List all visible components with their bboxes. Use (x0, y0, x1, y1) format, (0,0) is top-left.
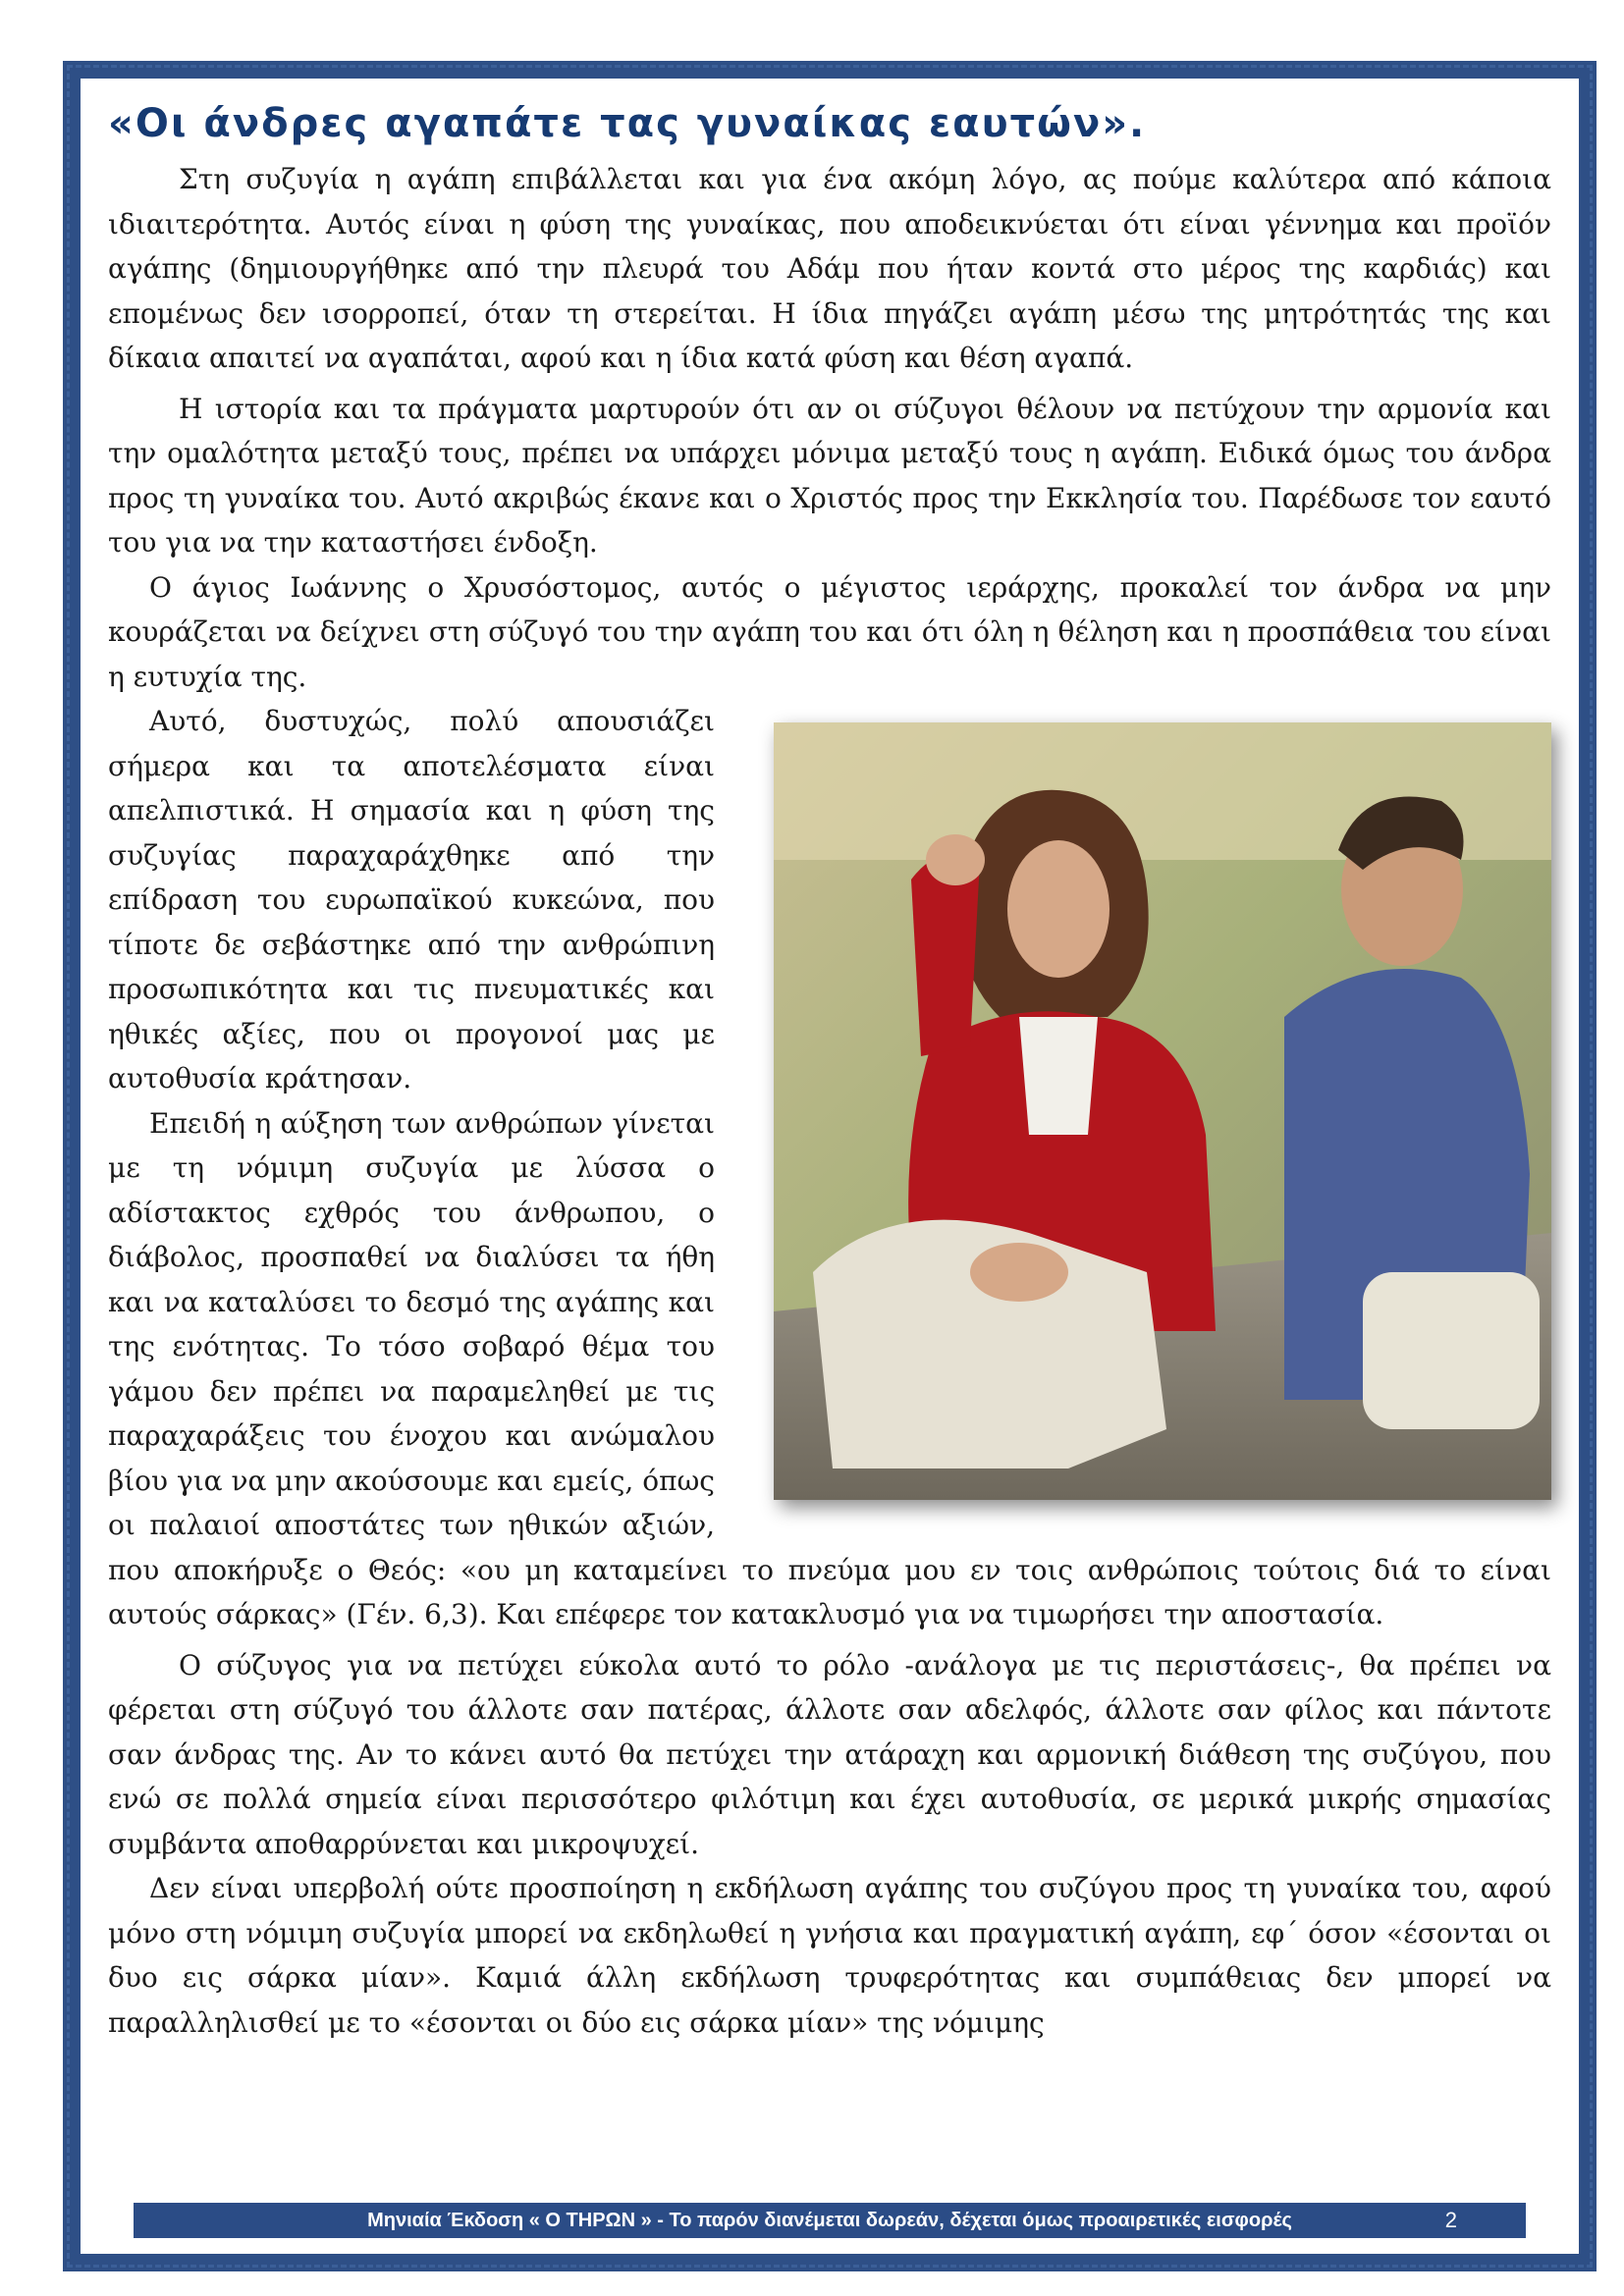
footer-text: Μηνιαία Έκδοση « Ο ΤΗΡΩΝ » - Το παρόν διανέμεται δωρεάν, δέχεται όμως προαιρετικές εισφορές (367, 2210, 1292, 2231)
paragraph-1: Στη συζυγία η αγάπη επιβάλλεται και για ένα ακόμη λόγο, ας πούμε καλύτερα από κάποια ιδιαιτερότητα. Αυτός είναι η φύση της γυναίκας, που αποδεικνύεται ότι είναι γέννημα και προϊόν αγάπης (δημιουργήθηκε από την πλευρά του Αδάμ που ήταν κοντά στο μέρος της καρδιάς) και επομένως δεν ισορροπεί, όταν τη στερείται. Η ίδια πηγάζει αγάπη μέσω της μητρότητάς της και δίκαια απαιτεί να αγαπάται, αφού και η ίδια κατά φύση και θέση αγαπά. (108, 163, 1551, 374)
page-footer (134, 2203, 1526, 2238)
paragraph-6: Ο σύζυγος για να πετύχει εύκολα αυτό το ρόλο -ανάλογα με τις περιστάσεις-, θα πρέπει να φέρεται στη σύζυγό του άλλοτε σαν πατέρας, άλλοτε σαν αδελφός, άλλοτε σαν φίλος και πάντοτε σαν άνδρας της. Αν το κάνει αυτό θα πετύχει την ατάραχη και αρμονική διάθεση της συζύγου, που ενώ σε πολλά σημεία είναι περισσότερο φιλότιμη και έχει αυτοθυσία, σε μερικά μικρής σημασίας συμβάντα αποθαρρύνεται και μικροψυχεί. (108, 1648, 1551, 1860)
page-content (108, 90, 1551, 2254)
paragraph-2: Η ιστορία και τα πράγματα μαρτυρούν ότι αν οι σύζυγοι θέλουν να πετύχουν την αρμονία και την ομαλότητα μεταξύ τους, πρέπει να υπάρχει μόνιμα μεταξύ τους η αγάπη. Ειδικά όμως του άνδρα προς τη γυναίκα του. Αυτό ακριβώς έκανε και ο Χριστός προς την Εκκλησία του. Παρέδωσε τον εαυτό του για να την καταστήσει ένδοξη. (108, 392, 1551, 559)
paragraph-4: Αυτό, δυστυχώς, πολύ απουσιάζει σήμερα και τα αποτελέσματα είναι απελπιστικά. Η σημασία και η φύση της συζυγίας παραχαράχθηκε από την επίδραση του ευρωπαϊκού κυκεώνα, που τίποτε δε σεβάστηκε από την ανθρώπινη προσωπικότητα και τις πνευματικές και ηθικές αξίες, που οι προγονοί μας με αυτοθυσία κράτησαν. (108, 705, 715, 1095)
article-title: «Οι άνδρες αγαπάτε τας γυναίκας εαυτών». (108, 101, 1147, 146)
page-number: 2 (1444, 2208, 1457, 2232)
paragraph-3: Ο άγιος Ιωάννης ο Χρυσόστομος, αυτός ο μέγιστος ιεράρχης, προκαλεί τον άνδρα να μην κουράζεται να δείχνει στη σύζυγό του την αγάπη του και ότι όλη η θέληση και η προσπάθεια του είναι η ευτυχία της. (108, 570, 1551, 693)
page-frame (63, 61, 1597, 2271)
paragraph-5: Επειδή η αύξηση των ανθρώπων γίνεται με τη νόμιμη συζυγία με λύσσα ο αδίστακτος εχθρός του άνθρωπου, ο διάβολος, προσπαθεί να διαλύσει τα ήθη και να καταλύσει το δεσμό της αγάπης και της ενότητας. Το τόσο σοβαρό θέμα του γάμου δεν πρέπει να παραμεληθεί με τις παραχαράξεις του ένοχου και ανώμαλου βίου για να μην ακούσουμε και εμείς, όπως οι παλαιοί αποστάτες των ηθικών αξιών, που αποκήρυξε ο Θεός: «ου μη καταμείνει το πνεύμα μου εν τοις ανθρώποις τούτοις διά το είναι αυτούς σάρκας» (Γέν. 6,3). Και επέφερε τον κατακλυσμό για να τιμωρήσει την αποστασία. (108, 1106, 1551, 1630)
couple-photo (774, 722, 1551, 1500)
paragraph-7: Δεν είναι υπερβολή ούτε προσποίηση η εκδήλωση αγάπης του συζύγου προς τη γυναίκα του, αφού μόνο στη νόμιμη συζυγία μπορεί να εκδηλωθεί η γνήσια και πραγματική αγάπη, εφ΄ όσον «έσονται οι δυο εις σάρκα μίαν». Καμιά άλλη εκδήλωση τρυφερότητας και συμπάθειας δεν μπορεί να παραλληλισθεί με το «έσονται οι δύο εις σάρκα μίαν» της νόμιμης (108, 1872, 1551, 2039)
